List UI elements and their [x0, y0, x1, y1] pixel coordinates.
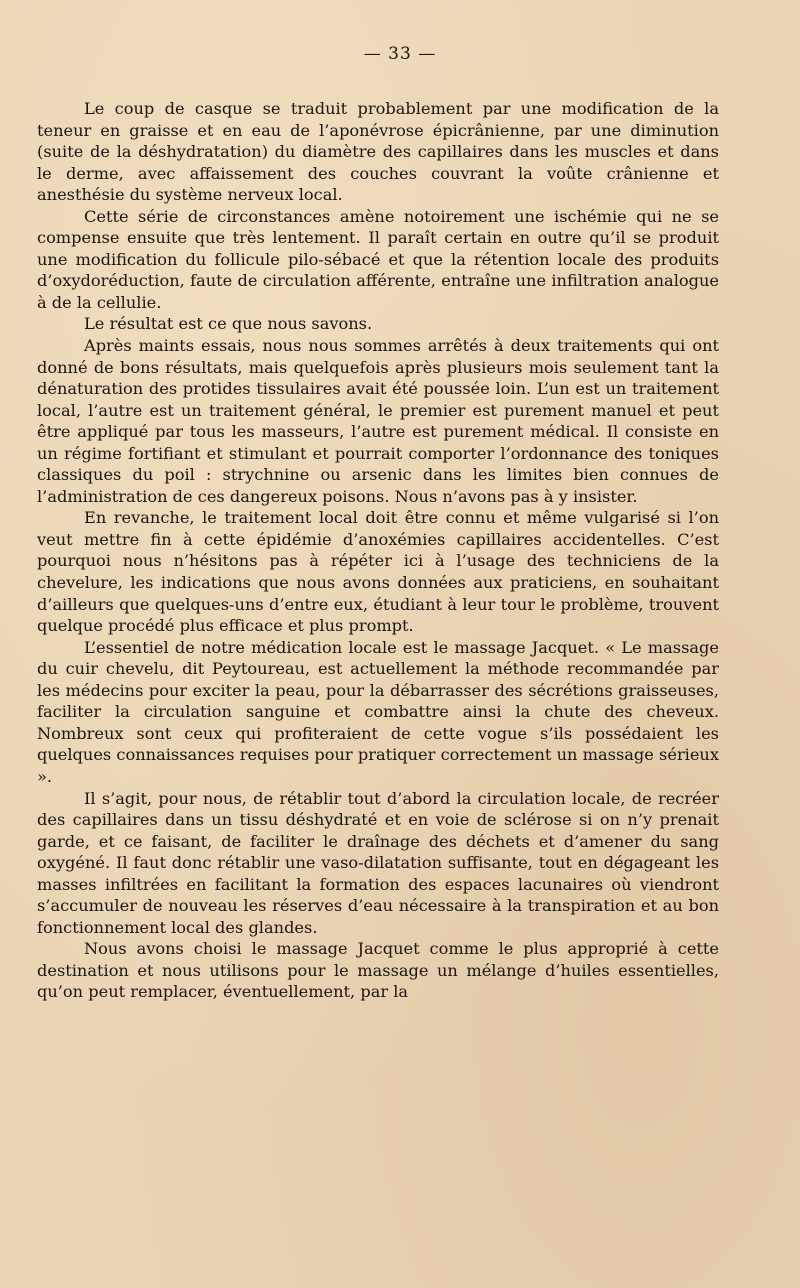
paragraph-4: Après maints essais, nous nous sommes arrêtés à deux traitements qui ont donné de bons résultats, mais quelquefois après plusieurs mois seulement tant la dénaturation des protides tissulaires avait été poussée loin. L’un est un traitement local, l’autre est un traitement général, le premier est purement manuel et peut être appliqué par tous les masseurs, l’autre est purement médical. Il consiste en un régime fortifiant et stimulant et pourrait comporter l’ordonnance des toniques classiques du poil : strychnine ou arsenic dans les limites bien connues de l’administration de ces dangereux poisons. Nous n’avons pas à y insister.: [37, 336, 719, 506]
text-body: [37, 98, 719, 1003]
paragraph-2: Cette série de circonstances amène notoirement une ischémie qui ne se compense ensuite que très lentement. Il paraît certain en outre qu’il se produit une modification du follicule pilo-sébacé et que la rétention locale des produits d’oxydoréduction, faute de circulation afférente, entraîne une infiltration analogue à de la cellulie.: [37, 206, 719, 312]
paragraph-8: Nous avons choisi le massage Jacquet comme le plus approprié à cette destination et nous utilisons pour le massage un mélange d’huiles essentielles, qu’on peut remplacer, éventuellement, par la: [37, 939, 719, 1002]
paragraph-7: Il s’agit, pour nous, de rétablir tout d’abord la circulation locale, de recréer des capillaires dans un tissu déshydraté et en voie de sclérose si on n’y prenait garde, et ce faisant, de faciliter le draînage des déchets et d’amener du sang oxygéné. Il faut donc rétablir une vaso-dilatation suffisante, tout en dégageant les masses infiltrées en facilitant la formation des espaces lacunaires où viendront s’accumuler de nouveau les réserves d’eau nécessaire à la transpiration et au bon fonctionnement local des glandes.: [37, 788, 719, 937]
paragraph-6: L’essentiel de notre médication locale est le massage Jacquet. « Le massage du cuir chevelu, dit Peytoureau, est actuellement la méthode recommandée par les médecins pour exciter la peau, pour la débarrasser des sécrétions graisseuses, faciliter la circulation sanguine et combattre ainsi la chute des cheveux. Nombreux sont ceux qui profiteraient de cette vogue s’ils possédaient les quelques connaissances requises pour pratiquer correctement un massage sérieux ».: [37, 637, 719, 786]
paragraph-1: Le coup de casque se traduit probablement par une modification de la teneur en graisse et en eau de l’aponévrose épicrânienne, par une diminution (suite de la déshydratation) du diamètre des capillaires dans les muscles et dans le derme, avec affaissement des couches couvrant la voûte crânienne et anesthésie du système nerveux local.: [37, 99, 719, 205]
paragraph-3: Le résultat est ce que nous savons.: [84, 314, 373, 334]
paragraph-5: En revanche, le traitement local doit être connu et même vulgarisé si l’on veut mettre fin à cette épidémie d’anoxémies capillaires accidentelles. C’est pourquoi nous n’hésitons pas à répéter ici à l’usage des techniciens de la chevelure, les indications que nous avons données aux praticiens, en souhaitant d’ailleurs que quelques-uns d’entre eux, étudiant à leur tour le problème, trouvent quelque procédé plus efficace et plus prompt.: [37, 508, 719, 636]
page-number: — 33 —: [363, 44, 437, 64]
